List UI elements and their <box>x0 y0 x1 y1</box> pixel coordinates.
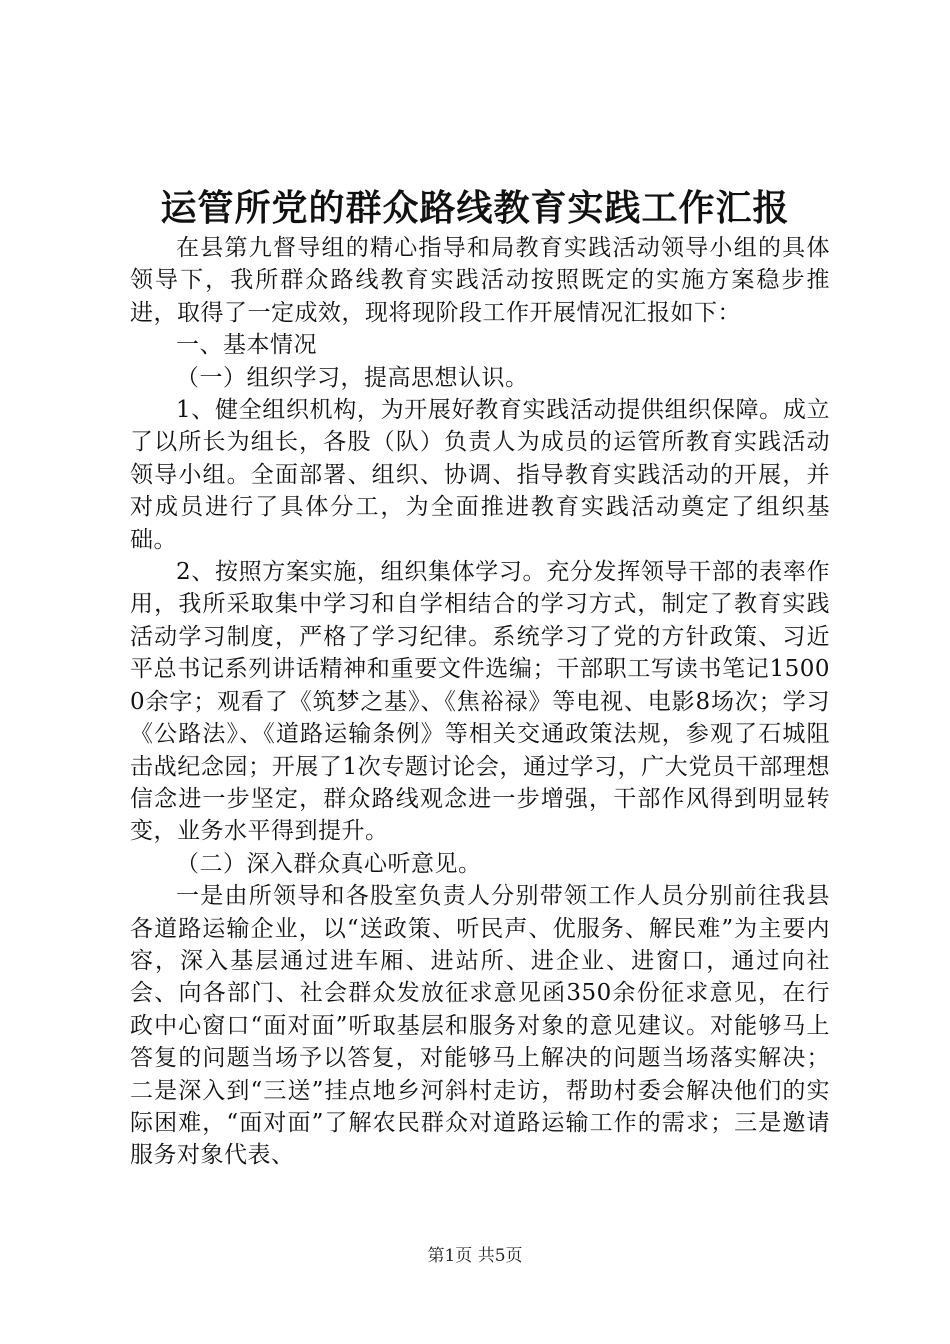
paragraph-collective-study: 2、按照方案实施，组织集体学习。充分发挥领导干部的表率作用，我所采取集中学习和自学相结合的学习方式，制定了教育实践活动学习制度，严格了学习纪律。系统学习了党的方针政策、习近平总书记系列讲话精神和重要文件选编；干部职工写读书笔记15000余字；观看了《筑梦之基》、《焦裕禄》等电视、电影8场次；学习《公路法》、《道路运输条例》等相关交通政策法规，参观了石城阻击战纪念园；开展了1次专题讨论会，通过学习，广大党员干部理想信念进一步坚定，群众路线观念进一步增强，干部作风得到明显转变，业务水平得到提升。 <box>130 559 830 845</box>
subsection-heading-listen-to-masses: （二）深入群众真心听意见。 <box>176 850 482 877</box>
page-number-footer: 第1页 共5页 <box>427 1246 523 1266</box>
subsection-heading-organize-study: （一）组织学习，提高思想认识。 <box>176 364 529 391</box>
intro-paragraph: 在县第九督导组的精心指导和局教育实践活动领导小组的具体领导下，我所群众路线教育实践活动按照既定的实施方案稳步推进，取得了一定成效，现将现阶段工作开展情况汇报如下： <box>130 235 830 326</box>
document-body <box>130 232 830 1172</box>
section-heading-basic-situation: 一、基本情况 <box>176 332 317 359</box>
paragraph-organization: 1、健全组织机构，为开展好教育实践活动提供组织保障。成立了以所长为组长，各股（队）负责人为成员的运管所教育实践活动领导小组。全面部署、组织、协调、指导教育实践活动的开展，并对成员进行了具体分工，为全面推进教育实践活动奠定了组织基础。 <box>130 397 830 553</box>
paragraph-listen-opinions: 一是由所领导和各股室负责人分别带领工作人员分别前往我县各道路运输企业，以“送政策、听民声、优服务、解民难”为主要内容，深入基层通过进车厢、进站所、进企业、进窗口，通过向社会、向各部门、社会群众发放征求意见函350余份征求意见，在行政中心窗口“面对面”听取基层和服务对象的意见建议。对能够马上答复的问题当场予以答复，对能够马上解决的问题当场落实解决；二是深入到“三送”挂点地乡河斜村走访，帮助村委会解决他们的实际困难，“面对面”了解农民群众对道路运输工作的需求；三是邀请服务对象代表、 <box>130 883 830 1169</box>
document-title: 运管所党的群众路线教育实践工作汇报 <box>160 187 790 229</box>
